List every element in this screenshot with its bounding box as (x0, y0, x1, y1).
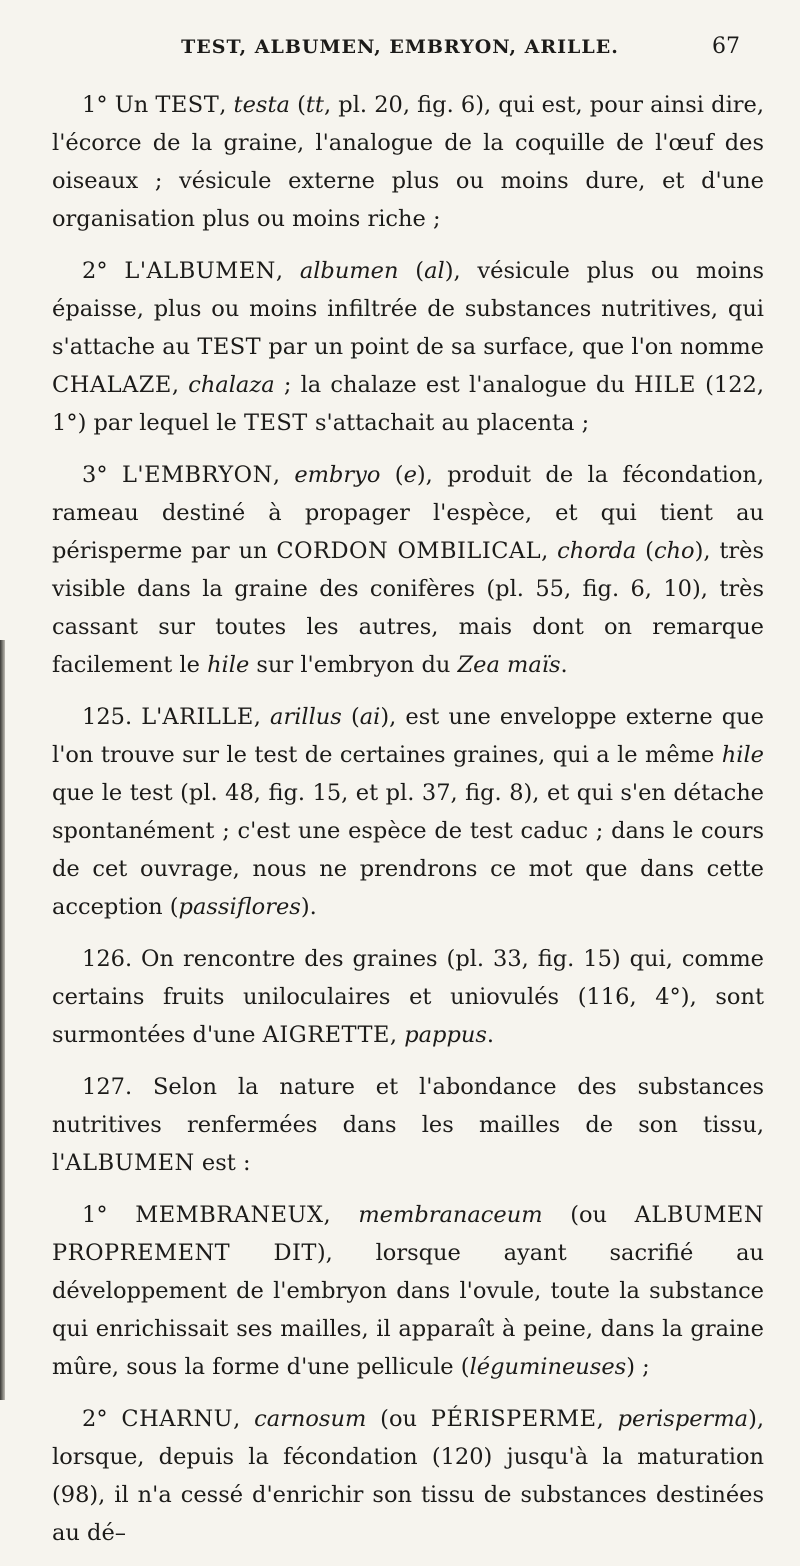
latin-term: chalaza (188, 372, 275, 398)
species-name: Zea maïs (457, 652, 561, 678)
text-run: , (541, 538, 558, 564)
text-run: 2° (82, 1406, 122, 1432)
text-run: , (233, 1406, 255, 1432)
term-albumen-proprement-dit: ALBUMEN PROPREMENT DIT (52, 1202, 765, 1266)
text-run: , (596, 1406, 618, 1432)
text-run: ), très visible dans la graine des conifères (pl. 55, fig. 6, 10), très cassant sur toutes les autres, mais dont on remarque facilement le (52, 538, 764, 678)
paragraph-albumen (52, 252, 764, 442)
term-test: TEST (155, 92, 220, 118)
text-run: . (486, 1022, 495, 1048)
italic-term: hile (207, 652, 250, 678)
italic-term: hile (721, 742, 764, 768)
text-run: , (219, 92, 234, 118)
paragraph-125-arille (52, 698, 764, 926)
italic-term: légumineuses (469, 1354, 627, 1380)
latin-term: albumen (299, 258, 399, 284)
paragraph-membraneux (52, 1196, 764, 1386)
text-run: ) ; (626, 1354, 650, 1380)
page-edge-shadow (0, 640, 5, 1400)
text-run: , (323, 1202, 359, 1228)
text-run: 3° (82, 462, 122, 488)
paragraph-127-albumen (52, 1068, 764, 1182)
text-run: (122, 1°) par lequel le (52, 372, 764, 436)
text-run: ), produit de la fécondation, rameau destiné à propager l'espèce, et qui tient au périsperme par un (52, 462, 765, 564)
text-run: ( (341, 704, 360, 730)
latin-term: testa (233, 92, 290, 118)
page-body (52, 86, 764, 1566)
text-run: ( (289, 92, 306, 118)
paragraph-126-aigrette (52, 940, 764, 1054)
latin-term: perisperma (617, 1406, 749, 1432)
text-run: , (275, 258, 300, 284)
figure-label: tt (305, 92, 324, 118)
figure-label: e (403, 462, 417, 488)
text-run: est : (194, 1150, 251, 1176)
text-run: , (171, 372, 189, 398)
page-header (120, 36, 740, 76)
text-run: ), lorsque, depuis la fécondation (120) jusqu'à la maturation (98), il n'a cessé d'enrichir son tissu de substances destinées au dé– (52, 1406, 765, 1546)
term-albumen: L'ALBUMEN (124, 258, 276, 284)
term-cordon-ombilical: CORDON OMBILICAL (276, 538, 542, 564)
text-run: ), est une enveloppe externe que l'on trouve sur le test de certaines graines, qui a le même (52, 704, 764, 768)
term-hile: HILE (634, 372, 696, 398)
text-run: 2° (82, 258, 125, 284)
text-run: , (272, 462, 295, 488)
text-run: ( (398, 258, 425, 284)
text-run: (ou (542, 1202, 635, 1228)
text-run: ). (300, 894, 317, 920)
text-run: 126. On rencontre des graines (pl. 33, fig. 15) qui, comme certains fruits uniloculaires et uniovulés (116, 4°), sont surmontées d'une (52, 946, 764, 1048)
text-run: , pl. 20, fig. 6), qui est, pour ainsi dire, l'écorce de la graine, l'analogue de la coquille de l'œuf des oiseaux ; vésicule externe plus ou moins dure, et d'une organisation plus ou moins riche ; (52, 92, 764, 232)
paragraph-charnu (52, 1400, 764, 1552)
text-run: (ou (366, 1406, 431, 1432)
term-embryon: L'EMBRYON (121, 462, 273, 488)
paragraph-test (52, 86, 764, 238)
term-membraneux: MEMBRANEUX (135, 1202, 324, 1228)
figure-label: ai (359, 704, 381, 730)
term-aigrette: AIGRETTE (262, 1022, 390, 1048)
latin-term: carnosum (254, 1406, 367, 1432)
text-run: 1° (82, 1202, 136, 1228)
text-run: 1° Un (82, 92, 156, 118)
page-number: 67 (712, 34, 740, 59)
term-arille: ARILLE (162, 704, 254, 730)
text-run: sur l'embryon du (249, 652, 458, 678)
latin-term: chorda (557, 538, 637, 564)
text-run: ( (636, 538, 654, 564)
latin-term: arillus (270, 704, 342, 730)
text-run: 127. Selon la nature et l'abondance des substances nutritives renfermées dans les mailles de son tissu, l' (52, 1074, 764, 1176)
term-test: TEST (243, 410, 308, 436)
term-chalaze: CHALAZE (52, 372, 172, 398)
text-run: , (389, 1022, 405, 1048)
italic-term: passiflores (178, 894, 301, 920)
text-run: s'attachait au placenta ; (307, 410, 590, 436)
term-albumen: ALBUMEN (65, 1150, 195, 1176)
text-run: que le test (pl. 48, fig. 15, et pl. 37, fig. 8), et qui s'en détache spontanément ; c'est une espèce de test caduc ; dans le cours de cet ouvrage, nous ne prendrons ce mot que dans cette acception ( (52, 780, 764, 920)
term-charnu: CHARNU (121, 1406, 234, 1432)
text-run: , (253, 704, 271, 730)
paragraph-embryon (52, 456, 764, 684)
running-head: TEST, ALBUMEN, EMBRYON, ARILLE. (181, 36, 619, 58)
figure-label: al (424, 258, 445, 284)
figure-label: cho (653, 538, 695, 564)
text-run: ; la chalaze est l'analogue du (274, 372, 635, 398)
text-run: ( (380, 462, 404, 488)
text-run: . (560, 652, 568, 678)
term-perisperme: PÉRISPERME (430, 1406, 597, 1432)
text-run: par un point de sa surface, que l'on nomme (261, 334, 764, 360)
latin-term: membranaceum (358, 1202, 543, 1228)
text-run: ), vésicule plus ou moins épaisse, plus ou moins infiltrée de substances nutritives, qui s'attache au (52, 258, 765, 360)
text-run: 125. L' (82, 704, 163, 730)
term-test: TEST (197, 334, 262, 360)
latin-term: pappus (404, 1022, 487, 1048)
latin-term: embryo (294, 462, 381, 488)
text-run: ), lorsque ayant sacrifié au développement de l'embryon dans l'ovule, toute la substance qui enrichissait ses mailles, il apparaît à peine, dans la graine mûre, sous la forme d'une pellicule ( (52, 1240, 765, 1380)
